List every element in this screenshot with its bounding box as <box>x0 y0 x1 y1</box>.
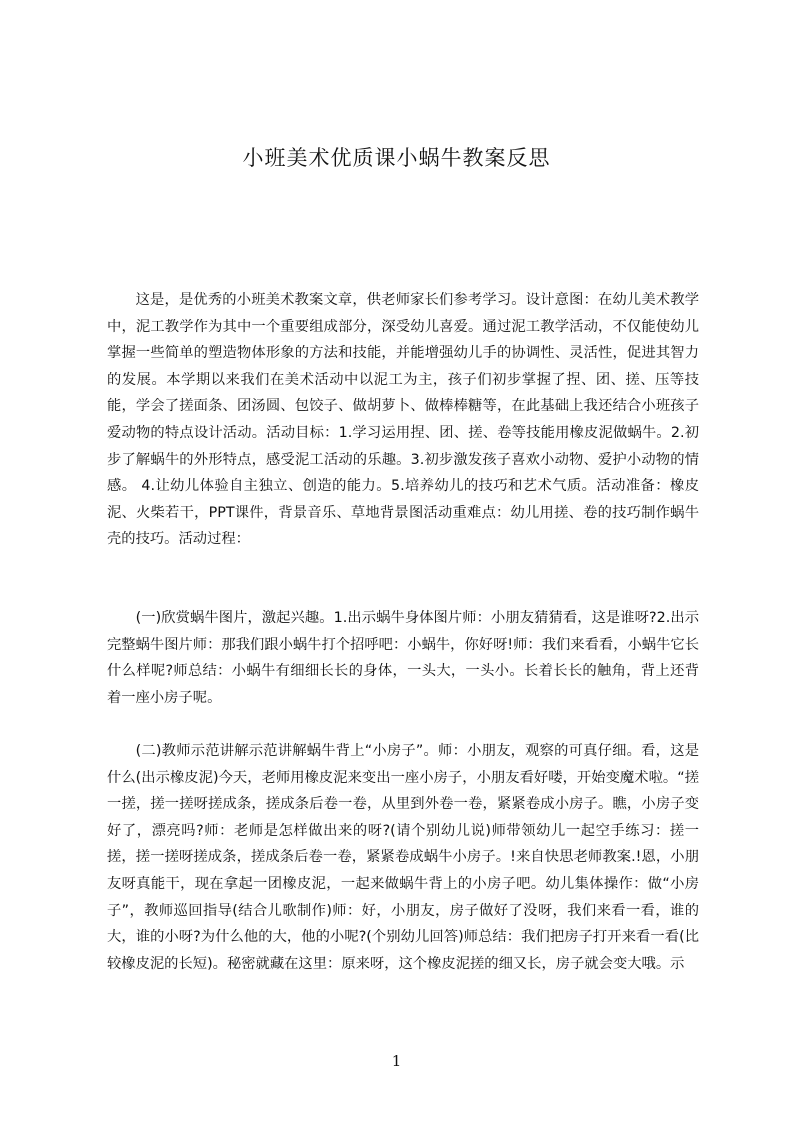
page-number: 1 <box>391 1052 402 1070</box>
paragraph-intro: 这是，是优秀的小班美术教案文章，供老师家长们参考学习。设计意图：在幼儿美术教学中，泥工教学作为其中一个重要组成部分，深受幼儿喜爱。通过泥工教学活动，不仅能使幼儿掌握一些简单的塑造物体形象的方法和技能，并能增强幼儿手的协调性、灵活性，促进其智力的发展。本学期以来我们在美术活动中以泥工为主，孩子们初步掌握了捏、团、搓、压等技能，学会了搓面条、团汤圆、包饺子、做胡萝卜、做棒棒糖等，在此基础上我还结合小班孩子爱动物的特点设计活动。活动目标：1.学习运用捏、团、搓、卷等技能用橡皮泥做蜗牛。2.初步了解蜗牛的外形特点，感受泥工活动的乐趣。3.初步激发孩子喜欢小动物、爱护小动物的情感。 4.让幼儿体验自主独立、创造的能力。5.培养幼儿的技巧和艺术气质。活动准备：橡皮泥、火柴若干，PPT课件，背景音乐、草地背景图活动重难点：幼儿用搓、卷的技巧制作蜗牛壳的技巧。活动过程： <box>107 292 699 548</box>
paragraph-section-one: (一)欣赏蜗牛图片，激起兴趣。1.出示蜗牛身体图片师：小朋友猜猜看，这是谁呀?2.出示完整蜗牛图片师：那我们跟小蜗牛打个招呼吧：小蜗牛，你好呀!师：我们来看看，小蜗牛它长什么样呢?师总结：小蜗牛有细细长长的身体，一头大，一头小。长着长长的触角，背上还背着一座小房子呢。 <box>107 610 699 706</box>
document-title: 小班美术优质课小蜗牛教案反思 <box>242 146 551 170</box>
paragraph-section-two: (二)教师示范讲解示范讲解蜗牛背上“小房子”。师：小朋友，观察的可真仔细。看，这是什么(出示橡皮泥)今天，老师用橡皮泥来变出一座小房子，小朋友看好喽，开始变魔术啦。“搓一搓，搓一搓呀搓成条，搓成条后卷一卷，从里到外卷一卷，紧紧卷成小房子。瞧，小房子变好了，漂亮吗?师：老师是怎样做出来的呀?(请个别幼儿说)师带领幼儿一起空手练习：搓一搓，搓一搓呀搓成条，搓成条后卷一卷，紧紧卷成蜗牛小房子。!来自快思老师教案.!恩，小朋友呀真能干，现在拿起一团橡皮泥，一起来做蜗牛背上的小房子吧。幼儿集体操作：做“小房子”，教师巡回指导(结合儿歌制作)师：好，小朋友，房子做好了没呀，我们来看一看，谁的大，谁的小呀?为什么他的大，他的小呢?(个别幼儿回答)师总结：我们把房子打开来看一看(比较橡皮泥的长短)。秘密就藏在这里：原来呀，这个橡皮泥搓的细又长，房子就会变大哦。示 <box>107 743 699 972</box>
